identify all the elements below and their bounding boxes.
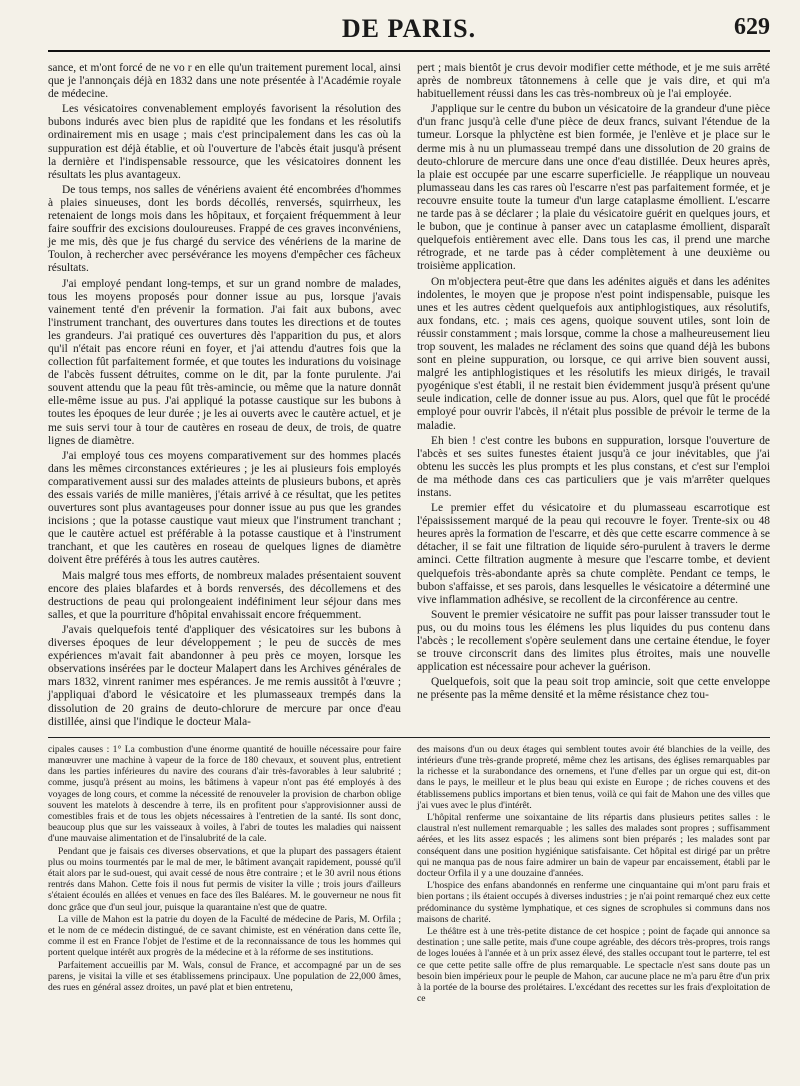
footnote-paragraph: cipales causes : 1° La combustion d'une énorme quantité de houille nécessaire pour faire manœuvrer une machine à vapeur de la force de 180 chevaux, et souvent plus, entretient dans les parties inférieures du navire des courans d'air très-favorables à leur salubrité ; comme, jusqu'à présent au moins, les bâtimens à vapeur n'ont pas été employés à des voyages de long cours, et comme la nécessité de renouveler la provision de charbon oblige souvent les matelots à descendre à terre, ils en profitent pour s'approvisionner aussi de comestibles frais et de tous les objets nécessaires à l'entretien de la santé. Ils sont donc, beaucoup plus que sur les vaisseaux à voiles, à l'abri de toutes les maladies qui naissent d'une mauvaise alimentation et de l'insalubrité de la cale. (48, 743, 401, 845)
footnote-paragraph: Pendant que je faisais ces diverses observations, et que la plupart des passagers étaient plus ou moins tourmentés par le mal de mer, le bâtiment avançait rapidement, poussé qu'il était alors par le sud-ouest, qui avait cessé de nous être contraire ; et le 30 avril nous étions rentrés dans Mahon. Cette fois il nous fut permis de visiter la ville ; trois jours d'ailleurs s'étaient écoulés en allées et venues en face des îles Baléares. M. le gouverneur ne nous fit donc grâce que d'un seul jour, puisque la quarantaine n'est que de quatre. (48, 845, 401, 913)
paragraph: J'ai employé tous ces moyens comparativement sur des hommes placés dans les mêmes circonstances extérieures ; je les ai plusieurs fois employés comparativement aussi sur des malades atteints de plusieurs bubons, et après des essais variés de mille manières, j'étais arrivé à ce résultat, que les petites ouvertures sont plus avantageuses pour donner issue au pus que les grandes incisions ; que la potasse caustique vaut mieux que l'instrument tranchant ; que le cautère actuel est préférable à la potasse caustique et à l'instrument tranchant, et que les cautères en roseau de quelques lignes de diamètre doivent être préférés à tous les autres cautères. (48, 449, 401, 567)
footnote-paragraph: Parfaitement accueillis par M. Wals, consul de France, et accompagné par un de ses parens, je visitai la ville et ses établissemens principaux. Une population de 22,000 âmes, des rues en général assez droites, un pavé plat et bien entretenu, (48, 959, 401, 993)
running-title: DE PARIS. (341, 14, 477, 43)
paragraph: On m'objectera peut-être que dans les adénites aiguës et dans les adénites indolentes, le moyen que je propose n'est point indispensable, puisque les unes et les autres cèdent quelquefois aux antiphlogistiques, aux résolutifs, aux fondans, etc. ; mais ces agens, quoique souvent utiles, sont loin de réussir constamment ; mais lorsque, comme la chose a malheureusement lieu trop souvent, les malades ne réclament des soins que quand déjà les bubons sont en pleine suppuration, ou lorsque, ce qui arrive bien souvent aussi, malgré les antiphlogistiques et les résolutifs les mieux dirigés, le travail pyogénique s'est établi, il ne restait bien évidemment jusqu'à présent qu'une seule indication, celle de donner issue au pus. Alors, quel que fût le procédé employé pour ouvrir l'abcès, il n'était plus possible de prévoir le terme de la maladie. (417, 275, 770, 432)
footnote-paragraph: L'hospice des enfans abandonnés en renferme une cinquantaine qui m'ont paru frais et bien portans ; ils étaient occupés à diverses industries ; je n'ai point remarqué chez eux cette prédominance du système lymphatique, et ces signes de scrophules si communs dans nos maisons de charité. (417, 880, 770, 925)
paragraph: Quelquefois, soit que la peau soit trop amincie, soit que cette enveloppe ne présente pas la même densité et la même résistance chez tou- (417, 676, 770, 702)
paragraph: sance, et m'ont forcé de ne vo r en elle qu'un traitement purement local, ainsi que je l'annonçais déjà en 1832 dans une note présentée à l'Académie royale de médecine. (48, 62, 401, 101)
paragraph: Mais malgré tous mes efforts, de nombreux malades présentaient souvent encore des plaies blafardes et à bords renversés, des décollemens et des destructions de peau qui prolongeaient indéfiniment leur séjour dans mes salles, et que la pourriture d'hôpital envahissait encore fréquemment. (48, 569, 401, 621)
right-column (417, 62, 770, 731)
main-columns (48, 62, 770, 731)
footnote-paragraph: des maisons d'un ou deux étages qui semblent toutes avoir été blanchies de la veille, des intérieurs d'une très-grande propreté, même chez les artisans, des églises remarquables par la richesse et la surabondance des ornemens, et l'une d'elles par un orgue qui est, dit-on dans le pays, le meilleur et le plus beau qui existe en Europe ; de riches couvens et des établissemens publics importans et bien tenus, voilà ce qui fait de Mahon une des villes que j'ai vues avec le plus d'intérêt. (417, 743, 770, 811)
paragraph: J'applique sur le centre du bubon un vésicatoire de la grandeur d'une pièce d'un franc jusqu'à celle d'une pièce de deux francs, suivant l'étendue de la tumeur. Lorsque la phlyctène est bien formée, je l'enlève et je place sur le derme mis à nu un plumasseau trempé dans une dissolution de 20 grains de deuto-chlorure de mercure dans une once d'eau distillée. Deux heures après, la plaie est occupée par une escarre superficielle. Je réapplique un nouveau plumasseau dans les cas rares où l'escarre n'est pas parfaitement formée, et je recouvre ensuite toute la tumeur d'un large cataplasme émollient. L'escarre ne tarde pas à se déclarer ; la plaie du vésicatoire guérit en quelques jours, et le bubon, que je continue à panser avec un cataplasme émollient, disparaît quelquefois entièrement avec elle. Dans tous les cas, il prend une marche rétrograde, et ne tarde pas à céder complètement à une deuxième ou troisième application. (417, 103, 770, 273)
footnote-columns (48, 744, 770, 1006)
paragraph: Les vésicatoires convenablement employés favorisent la résolution des bubons indurés avec bien plus de rapidité que les fondans et les résolutifs ordinairement mis en usage ; mais c'est principalement dans les cas où la suppuration est déjà établie, et où l'ouverture de l'abcès était jusqu'à présent la dernière et l'indispensable ressource, que les vésicatoires donnent les résultats les plus avantageux. (48, 103, 401, 181)
paragraph: Souvent le premier vésicatoire ne suffit pas pour laisser transsuder tout le pus, ou du moins tous les élémens les plus liquides du pus contenu dans l'abcès ; le recollement s'opère seulement dans une certaine étendue, le foyer se trouve circonscrit dans des limites plus étroites, mais une nouvelle application est nécessaire pour achever la guérison. (417, 608, 770, 674)
footnote-right-column (417, 744, 770, 1006)
page-header (48, 10, 770, 52)
paragraph: J'avais quelquefois tenté d'appliquer des vésicatoires sur les bubons à diverses époques de leur développement ; le peu de succès de mes expériences m'avait fait abandonner à peu près ce moyen, lorsque les observations insérées par le docteur Malapert dans les Archives générales de mars 1832, vinrent ranimer mes espérances. Je me remis aussitôt à l'œuvre ; j'appliquai d'abord le vésicatoire et les plumasseaux trempés dans la dissolution de 20 grains de deuto-chlorure de mercure par once d'eau distillée, ainsi que l'indique le docteur Mala- (48, 623, 401, 728)
paragraph: Eh bien ! c'est contre les bubons en suppuration, lorsque l'ouverture de l'abcès et ses suites funestes étaient jusqu'à ce jour inévitables, que j'ai obtenu les succès les plus prompts et les plus constans, et c'est sur l'emploi de ma méthode dans ces cas particuliers que je vais m'arrêter quelques instans. (417, 434, 770, 499)
paragraph: Le premier effet du vésicatoire et du plumasseau escarrotique est l'épaississement marqué de la peau qui recouvre le foyer. Trente-six ou 48 heures après la formation de l'escarre, et dès que cette escarre commence à se détacher, il se fait une filtration de liquide séro-purulent à travers le derme aminci. Cette filtration augmente à mesure que l'escarre tombe, et devient quelquefois très-abondante après sa chute complète. Pendant ce temps, le bubon s'affaisse, et ses parois, dans lesquelles le vésicatoire a déterminé une vive inflammation adhésive, se recollent de la circonférence au centre. (417, 502, 770, 606)
paragraph: pert ; mais bientôt je crus devoir modifier cette méthode, et je me suis arrêté après de nombreux tâtonnemens à celle que je vais dire, et qui m'a habituellement réussi dans les cas très-nombreux où je l'ai employée. (417, 62, 770, 101)
footnote-paragraph: La ville de Mahon est la patrie du doyen de la Faculté de médecine de Paris, M. Orfila ; et le nom de ce médecin distingué, de ce savant chimiste, est en vénération dans cette île, comme il est en France l'objet de l'estime et de la reconnaissance de tous les hommes qui portent quelque intérêt aux progrès de la médecine et à la réforme de ses institutions. (48, 913, 401, 959)
footnote-paragraph: L'hôpital renferme une soixantaine de lits répartis dans plusieurs petites salles : le claustral n'est nullement remarquable ; les salles des malades sont propres ; suffisamment aérées, et les lits assez espacés ; les alimens sont bien préparés ; les malades sont par conséquent dans une position hygiénique satisfaisante. Cet hôpital est dirigé par un prêtre qui ne manqua pas de nous faire admirer un bain de vapeur par encaissement, établi par le docteur Orfila il y a une douzaine d'années. (417, 811, 770, 879)
footnote-divider (48, 737, 770, 738)
paragraph: De tous temps, nos salles de vénériens avaient été encombrées d'hommes à plaies sinueuses, dont les bords décollés, renversés, squirrheux, les retenaient de longs mois dans les hôpitaux, et forçaient fréquemment à leur faire souffrir des excisions douloureuses. Frappé de ces graves inconvéniens, je me mis, dès que je fus chargé du service des vénériens de la marine de Toulon, à rechercher avec persévérance les moyens d'empêcher ces fâcheux résultats. (48, 183, 401, 275)
paragraph: J'ai employé pendant long-temps, et sur un grand nombre de malades, tous les moyens proposés pour donner issue au pus, lorsque j'avais vainement tenté d'en prévenir la formation. J'ai fait aux bubons, avec l'instrument tranchant, des ouvertures dans toutes les directions et de toutes les grandeurs. J'ai pratiqué ces ouvertures dès l'apparition du pus, et alors qu'il n'était pas encore réuni en foyer, et j'ai attendu d'autres fois que la collection fût parfaitement formée, et que toutes les indurations du voisinage de l'abcès fussent détruites, comme on le dit, par la fonte purulente. J'ai souvent attendu que la peau fût très-amincie, ou même que la nature donnât elle-même issue au pus. J'ai appliqué la potasse caustique sur les bubons à toutes les époques de leur durée ; je les ai ouverts avec le cautère actuel, et je me suis servi tour à tour de cautères en roseau de deux, de trois, de quatre lignes de diamètre. (48, 277, 401, 447)
footnote-paragraph: Le théâtre est à une très-petite distance de cet hospice ; point de façade qui annonce sa destination ; une salle petite, mais d'une coupe agréable, des décors très-propres, trois rangs de loges louées à l'année et à un prix assez élevé, des stalles occupant tout le parterre, tel est ce que cette petite salle offre de plus remarquable. Le spectacle n'est sans doute pas un besoin bien impérieux pour le peuple de Mahon, car aucune place ne m'a paru être d'un prix à la portée de la bourse des prolétaires. L'excédant des recettes sur les frais d'exploitation de ce (417, 925, 770, 1005)
footnote-left-column (48, 744, 401, 1006)
page-number: 629 (734, 14, 770, 40)
left-column (48, 62, 401, 731)
